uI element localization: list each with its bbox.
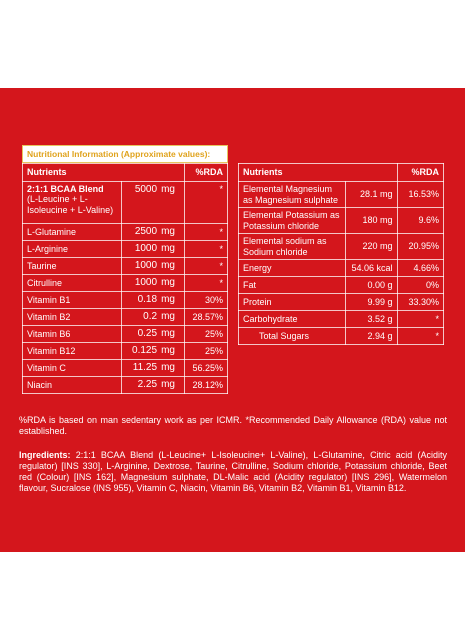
table-row — [239, 328, 444, 345]
nutrient-rda: 33.30% — [397, 294, 443, 311]
table-row — [23, 224, 228, 241]
nutrient-name: Vitamin C — [23, 360, 122, 377]
nutrient-rda: * — [397, 311, 443, 328]
table-row — [23, 326, 228, 343]
nutrient-rda: * — [185, 224, 228, 241]
ingredients-list: 2:1:1 BCAA Blend (L-Leucine+ L-Isoleucine+ L-Valine), L-Glutamine, Citric acid (Acidity regulator) [INS 330], L-Arginine, Dextrose, Taurine, Citrulline, Sodium chloride, Potassium chloride, Beet red (Colour) [INS 162], Magnesium sulphate, DL-Malic acid (Acidity regulator) [INS 296], Watermelon flavour, Sucralose (INS 955), Vitamin C, Niacin, Vitamin B6, Vitamin B2, Vitamin B1, Vitamin B12. — [19, 450, 447, 493]
nutrient-name: Vitamin B2 — [23, 309, 122, 326]
table-row — [23, 292, 228, 309]
nutrient-rda: * — [397, 328, 443, 345]
table-header-row — [239, 164, 444, 182]
nutrient-unit: mg — [158, 326, 185, 343]
nutrient-name: Vitamin B6 — [23, 326, 122, 343]
table-row — [239, 260, 444, 277]
header-nutrients: Nutrients — [239, 164, 398, 182]
nutrient-name: L-Arginine — [23, 241, 122, 258]
table-row — [23, 241, 228, 258]
nutrient-value: 0.125 — [121, 343, 158, 360]
nutrient-name: Total Sugars — [239, 328, 346, 345]
nutrient-value: 1000 — [121, 241, 158, 258]
nutrient-value: 2.94 g — [345, 328, 397, 345]
nutrient-value: 54.06 kcal — [345, 260, 397, 277]
nutrient-name: L-Glutamine — [23, 224, 122, 241]
nutrition-table-right — [238, 163, 444, 345]
nutrient-name: Fat — [239, 277, 346, 294]
table-header-row — [23, 164, 228, 182]
nutrient-unit: mg — [158, 292, 185, 309]
nutrient-value: 2.25 — [121, 377, 158, 394]
table-row — [23, 275, 228, 292]
table-row — [23, 377, 228, 394]
nutrient-rda: 28.57% — [185, 309, 228, 326]
table-row — [239, 294, 444, 311]
nutrient-rda: 4.66% — [397, 260, 443, 277]
nutrient-rda: 30% — [185, 292, 228, 309]
nutrient-unit: mg — [158, 360, 185, 377]
nutrient-unit: mg — [158, 241, 185, 258]
table-row — [23, 360, 228, 377]
nutrient-name: Carbohydrate — [239, 311, 346, 328]
nutrient-name: Taurine — [23, 258, 122, 275]
table-row — [239, 208, 444, 234]
table-row — [239, 311, 444, 328]
nutrient-rda: 16.53% — [397, 182, 443, 208]
ingredients-label: Ingredients: — [19, 450, 71, 460]
table-row — [23, 182, 228, 224]
nutrient-unit: mg — [158, 309, 185, 326]
nutrient-value: 0.00 g — [345, 277, 397, 294]
nutrient-name: Elemental Magnesium as Magnesium sulphate — [239, 182, 346, 208]
nutrient-rda: 9.6% — [397, 208, 443, 234]
nutrient-name: Vitamin B12 — [23, 343, 122, 360]
nutrition-title: Nutritional Information (Approximate values): — [22, 145, 228, 163]
table-row — [23, 309, 228, 326]
nutrient-name: Protein — [239, 294, 346, 311]
table-row — [239, 277, 444, 294]
nutrient-rda: * — [185, 182, 228, 224]
nutrient-value: 11.25 — [121, 360, 158, 377]
nutrient-value: 5000 — [121, 182, 158, 224]
nutrient-unit: mg — [158, 224, 185, 241]
nutrient-rda: 25% — [185, 343, 228, 360]
table-row — [239, 234, 444, 260]
nutrient-name: Elemental sodium as Sodium chloride — [239, 234, 346, 260]
nutrient-name-bold: 2:1:1 BCAA Blend — [27, 184, 104, 194]
nutrient-name — [23, 182, 122, 224]
header-rda: %RDA — [397, 164, 443, 182]
nutrient-name: Citrulline — [23, 275, 122, 292]
nutrient-name: Niacin — [23, 377, 122, 394]
nutrient-value: 28.1 mg — [345, 182, 397, 208]
nutrient-unit: mg — [158, 343, 185, 360]
nutrient-name: Vitamin B1 — [23, 292, 122, 309]
nutrient-value: 9.99 g — [345, 294, 397, 311]
nutrient-value: 220 mg — [345, 234, 397, 260]
nutrition-table-left — [22, 163, 228, 394]
ingredients-text — [19, 450, 447, 494]
table-row — [23, 258, 228, 275]
nutrient-subtext: (L-Leucine + L-Isoleucine + L-Valine) — [27, 194, 114, 215]
nutrient-value: 1000 — [121, 258, 158, 275]
table-row — [239, 182, 444, 208]
nutrient-value: 1000 — [121, 275, 158, 292]
nutrient-rda: 56.25% — [185, 360, 228, 377]
nutrient-value: 0.25 — [121, 326, 158, 343]
nutrient-rda: 28.12% — [185, 377, 228, 394]
nutrient-value: 0.2 — [121, 309, 158, 326]
nutrient-name: Elemental Potassium as Potassium chloride — [239, 208, 346, 234]
nutrient-rda: * — [185, 258, 228, 275]
nutrient-value: 0.18 — [121, 292, 158, 309]
nutrient-value: 2500 — [121, 224, 158, 241]
header-rda: %RDA — [185, 164, 228, 182]
nutrient-rda: 20.95% — [397, 234, 443, 260]
header-nutrients: Nutrients — [23, 164, 185, 182]
nutrient-rda: * — [185, 241, 228, 258]
nutrient-unit: mg — [158, 182, 185, 224]
nutrient-value: 180 mg — [345, 208, 397, 234]
table-row — [23, 343, 228, 360]
nutrient-rda: * — [185, 275, 228, 292]
nutrient-unit: mg — [158, 275, 185, 292]
nutrient-rda: 0% — [397, 277, 443, 294]
nutrient-value: 3.52 g — [345, 311, 397, 328]
nutrient-unit: mg — [158, 377, 185, 394]
nutrient-rda: 25% — [185, 326, 228, 343]
nutrient-unit: mg — [158, 258, 185, 275]
nutrient-name: Energy — [239, 260, 346, 277]
rda-footnote: %RDA is based on man sedentary work as per ICMR. *Recommended Daily Allowance (RDA) value not established. — [19, 415, 447, 436]
